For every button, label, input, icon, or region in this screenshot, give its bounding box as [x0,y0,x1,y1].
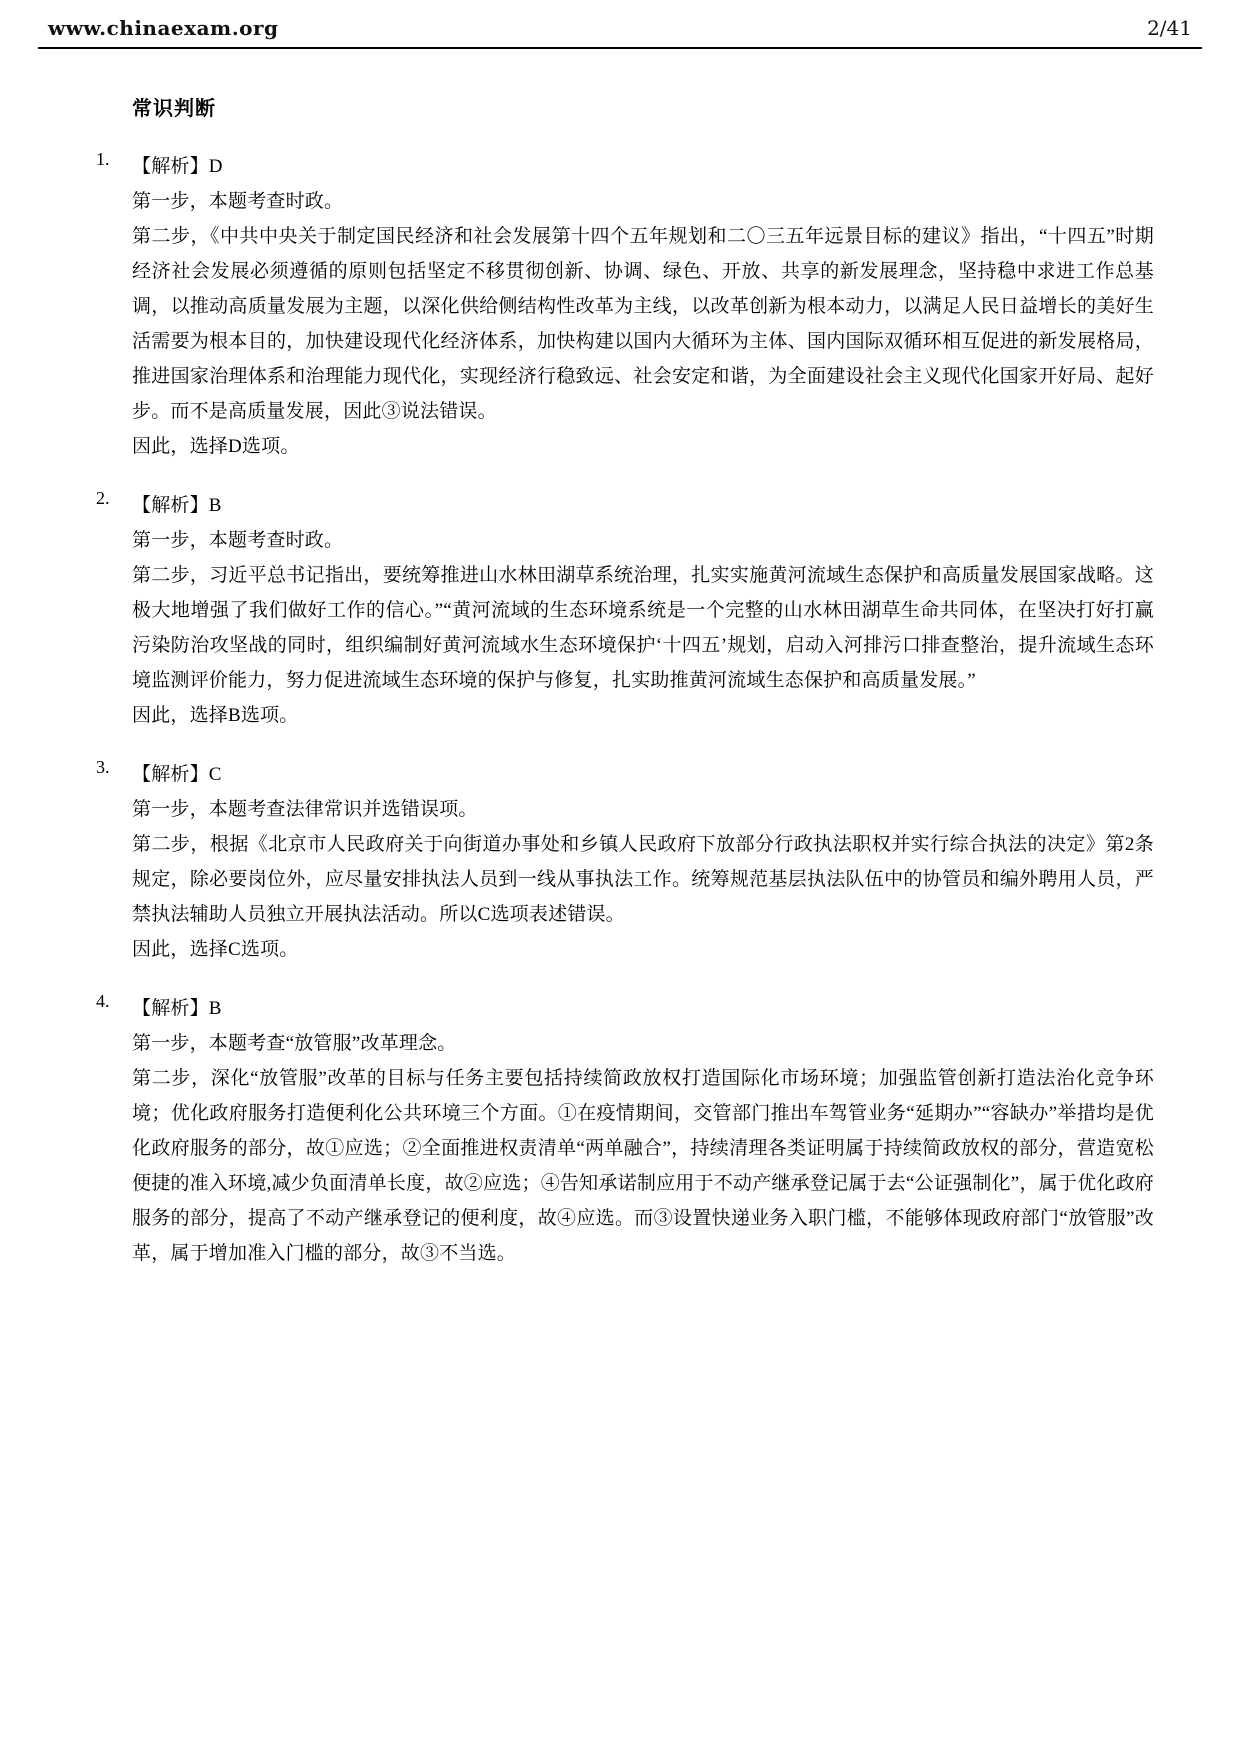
item-conclusion: 因此，选择B选项。 [132,705,299,726]
item-number: 3. [96,757,110,777]
item-conclusion: 因此，选择D选项。 [132,436,300,457]
header-divider [38,47,1202,49]
page-header [48,16,1192,50]
item-step-two: 第二步，《中共中央关于制定国民经济和社会发展第十四个五年规划和二〇三五年远景目标的建议》指出，“十四五”时期经济社会发展必须遵循的原则包括坚定不移贯彻创新、协调、绿色、开放、共享的新发展理念，坚持稳中求进工作总基调，以推动高质量发展为主题，以深化供给侧结构性改革为主线，以改革创新为根本动力，以满足人民日益增长的美好生活需要为根本目的，加快建设现代化经济体系，加快构建以国内大循环为主体、国内国际双循环相互促进的新发展格局，推进国家治理体系和治理能力现代化，实现经济行稳致远、社会安定和谐，为全面建设社会主义现代化国家开好局、起好步。而不是高质量发展，因此③说法错误。 [132,226,1154,422]
answer-item [96,149,1154,464]
item-answer: 【解析】B [132,998,222,1019]
item-number: 1. [96,149,110,169]
item-number: 2. [96,488,110,508]
item-body [132,757,1154,967]
item-step-two: 第二步，深化“放管服”改革的目标与任务主要包括持续简政放权打造国际化市场环境；加强监管创新打造法治化竞争环境；优化政府服务打造便利化公共环境三个方面。①在疫情期间，交管部门推出车驾管业务“延期办”“容缺办”举措均是优化政府服务的部分，故①应选；②全面推进权责清单“两单融合”，持续清理各类证明属于持续简政放权的部分，营造宽松便捷的准入环境,减少负面清单长度，故②应选；④告知承诺制应用于不动产继承登记属于去“公证强制化”，属于优化政府服务的部分，提高了不动产继承登记的便利度，故④应选。而③设置快递业务入职门槛，不能够体现政府部门“放管服”改革，属于增加准入门槛的部分，故③不当选。 [132,1068,1154,1264]
item-step-two: 第二步，根据《北京市人民政府关于向街道办事处和乡镇人民政府下放部分行政执法职权并实行综合执法的决定》第2条规定，除必要岗位外，应尽量安排执法人员到一线从事执法工作。统筹规范基层执法队伍中的协管员和编外聘用人员，严禁执法辅助人员独立开展执法活动。所以C选项表述错误。 [132,834,1154,925]
answer-item [96,991,1154,1271]
item-body [132,488,1154,733]
item-number: 4. [96,991,110,1011]
item-step-one: 第一步，本题考查时政。 [132,191,344,212]
item-step-one: 第一步，本题考查法律常识并选错误项。 [132,799,478,820]
page-number: 2/41 [1147,16,1192,40]
section-title: 常识判断 [132,96,216,120]
item-conclusion: 因此，选择C选项。 [132,939,299,960]
item-step-two: 第二步，习近平总书记指出，要统筹推进山水林田湖草系统治理，扎实实施黄河流域生态保护和高质量发展国家战略。这极大地增强了我们做好工作的信心。”“黄河流域的生态环境系统是一个完整的山水林田湖草生命共同体，在坚决打好打赢污染防治攻坚战的同时，组织编制好黄河流域水生态环境保护‘十四五’规划，启动入河排污口排查整治，提升流域生态环境监测评价能力，努力促进流域生态环境的保护与修复，扎实助推黄河流域生态保护和高质量发展。” [132,565,1154,691]
answer-item [96,757,1154,967]
item-body [132,991,1154,1271]
item-answer: 【解析】C [132,764,222,785]
item-answer: 【解析】D [132,156,223,177]
site-url: www.chinaexam.org [48,16,279,40]
item-body [132,149,1154,464]
item-step-one: 第一步，本题考查时政。 [132,530,344,551]
document-content [96,92,1154,1295]
answer-item [96,488,1154,733]
item-answer: 【解析】B [132,495,222,516]
item-step-one: 第一步，本题考查“放管服”改革理念。 [132,1033,457,1054]
